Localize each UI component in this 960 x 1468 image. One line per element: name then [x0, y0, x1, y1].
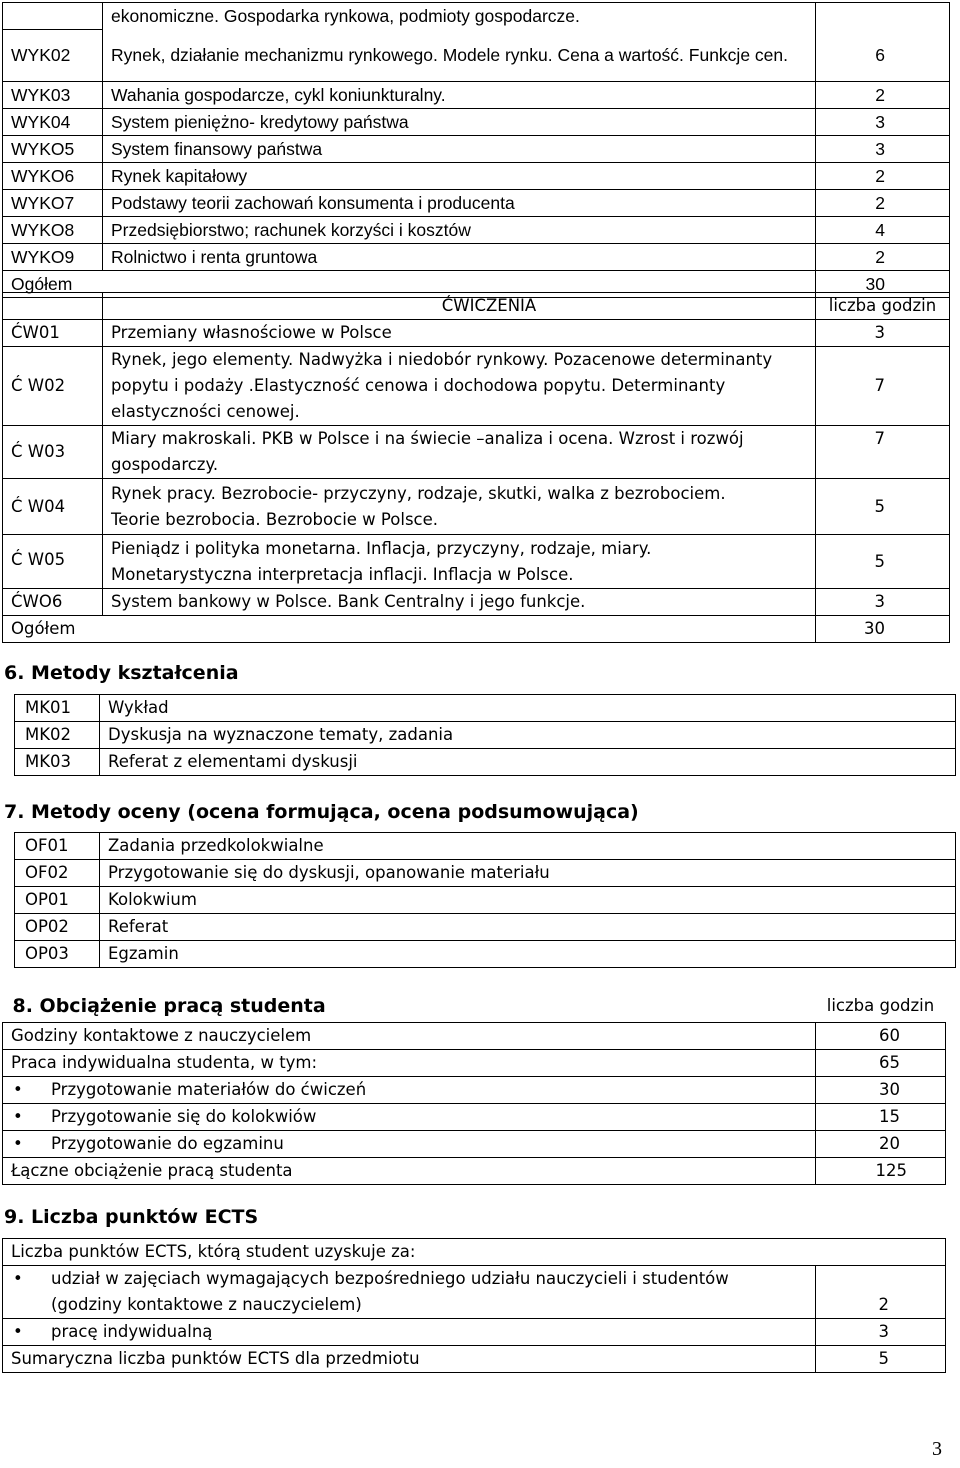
lecture-hours: 2 — [816, 162, 950, 189]
table-row — [3, 293, 950, 320]
ects-intro: Liczba punktów ECTS, którą student uzyskuje za: — [3, 1239, 946, 1266]
workload-value: 65 — [816, 1049, 946, 1076]
workload-value: 60 — [816, 1022, 946, 1049]
lecture-hours: 6 — [816, 29, 950, 81]
lecture-code: WYK04 — [3, 108, 103, 135]
lecture-hours: 3 — [816, 135, 950, 162]
exercise-hours: 5 — [816, 479, 950, 535]
workload-label: Przygotowanie materiałów do ćwiczeń — [51, 1079, 367, 1099]
lecture-topic: System finansowy państwa — [103, 135, 816, 162]
table-row — [3, 216, 950, 243]
table-row — [3, 243, 950, 270]
exercise-hours: 3 — [816, 589, 950, 616]
exercise-code: Ć W05 — [3, 535, 103, 589]
bullet-icon: • — [13, 1269, 23, 1288]
lecture-code — [3, 3, 103, 30]
lecture-topic: Przedsiębiorstwo; rachunek korzyści i kosztów — [103, 216, 816, 243]
table-row — [3, 162, 950, 189]
table-row — [3, 81, 950, 108]
workload-value: 20 — [816, 1130, 946, 1157]
hours-header: liczba godzin — [826, 995, 935, 1015]
lecture-code: WYKO5 — [3, 135, 103, 162]
ects-summary-value: 5 — [816, 1346, 946, 1373]
ects-table — [2, 1238, 946, 1373]
workload-table — [2, 990, 946, 1185]
exercise-total-value: 30 — [816, 616, 950, 643]
table-row — [3, 1266, 946, 1319]
lecture-code: WYKO7 — [3, 189, 103, 216]
assessment-code: OP03 — [15, 941, 100, 968]
ects-value: 2 — [816, 1266, 946, 1319]
table-row — [3, 1157, 946, 1184]
assessment-code: OF02 — [15, 860, 100, 887]
table-row — [3, 1076, 946, 1103]
table-row — [15, 887, 956, 914]
page-number: 3 — [932, 1438, 942, 1460]
bullet-icon: • — [13, 1133, 23, 1153]
assessment-text: Egzamin — [100, 941, 956, 968]
table-row — [15, 695, 956, 722]
assessment-text: Zadania przedkolokwialne — [100, 833, 956, 860]
section-7-title: 7. Metody oceny (ocena formująca, ocena podsumowująca) — [4, 801, 639, 823]
table-row — [3, 535, 950, 589]
table-row — [3, 3, 950, 30]
table-row — [3, 426, 950, 479]
exercise-hours: 3 — [816, 320, 950, 347]
exercise-topic: System bankowy w Polsce. Bank Centralny i jego funkcje. — [103, 589, 816, 616]
lecture-hours: 4 — [816, 216, 950, 243]
exercise-code: Ć W04 — [3, 479, 103, 535]
table-row — [15, 860, 956, 887]
exercise-code: Ć W03 — [3, 426, 103, 479]
exercise-code: ĆW01 — [3, 320, 103, 347]
table-row — [3, 1022, 946, 1049]
table-row — [3, 1319, 946, 1346]
ects-value: 3 — [816, 1319, 946, 1346]
lecture-code: WYKO8 — [3, 216, 103, 243]
method-text: Dyskusja na wyznaczone tematy, zadania — [100, 722, 956, 749]
assessment-text: Referat — [100, 914, 956, 941]
exercise-topic: Pieniądz i polityka monetarna. Inflacja, przyczyny, rodzaje, miary. Monetarystyczna interpretacja inflacji. Inflacja w Polsce. — [103, 535, 816, 589]
table-row — [3, 1049, 946, 1076]
methods-table — [14, 694, 956, 776]
section-6-title: 6. Metody kształcenia — [4, 662, 239, 684]
workload-label: Przygotowanie do egzaminu — [51, 1133, 284, 1153]
table-row — [15, 833, 956, 860]
table-row — [3, 189, 950, 216]
lecture-total-value: 30 — [816, 270, 950, 297]
method-text: Referat z elementami dyskusji — [100, 749, 956, 776]
workload-value: 125 — [816, 1157, 946, 1184]
lecture-code: WYKO6 — [3, 162, 103, 189]
workload-label: Przygotowanie się do kolokwiów — [51, 1106, 317, 1126]
workload-label: Praca indywidualna studenta, w tym: — [3, 1049, 816, 1076]
lecture-topic: System pieniężno- kredytowy państwa — [103, 108, 816, 135]
lecture-hours: 2 — [816, 189, 950, 216]
ects-item: pracę indywidualną — [51, 1322, 213, 1341]
table-row — [3, 347, 950, 426]
exercise-total-label: Ogółem — [3, 616, 816, 643]
lecture-topic: Rolnictwo i renta gruntowa — [103, 243, 816, 270]
exercise-code: Ć W02 — [3, 347, 103, 426]
table-row — [3, 990, 946, 1022]
assessment-code: OF01 — [15, 833, 100, 860]
section-9-title: 9. Liczba punktów ECTS — [4, 1206, 259, 1228]
table-row — [3, 1103, 946, 1130]
lecture-topic: Wahania gospodarcze, cykl koniunkturalny. — [103, 81, 816, 108]
hours-header: liczba godzin — [816, 293, 950, 320]
lecture-hours: 3 — [816, 108, 950, 135]
workload-value: 30 — [816, 1076, 946, 1103]
exercises-table — [2, 292, 950, 643]
lecture-total-label: Ogółem — [3, 270, 816, 297]
method-code: MK01 — [15, 695, 100, 722]
table-row — [3, 589, 950, 616]
table-row — [3, 29, 950, 81]
exercise-hours: 7 — [816, 426, 950, 479]
exercise-hours: 5 — [816, 535, 950, 589]
lecture-topic: ekonomiczne. Gospodarka rynkowa, podmioty gospodarcze. — [103, 3, 816, 30]
table-row — [3, 1130, 946, 1157]
ects-item-line: udział w zajęciach wymagających bezpośredniego udziału nauczycieli i studentów — [51, 1269, 729, 1288]
empty-cell — [3, 293, 103, 320]
assessment-text: Kolokwium — [100, 887, 956, 914]
table-row — [3, 1239, 946, 1266]
lecture-code: WYKO9 — [3, 243, 103, 270]
table-row — [3, 108, 950, 135]
table-row — [3, 135, 950, 162]
table-row — [3, 320, 950, 347]
exercise-topic: Rynek pracy. Bezrobocie- przyczyny, rodzaje, skutki, walka z bezrobociem. Teorie bezrobocia. Bezrobocie w Polsce. — [103, 479, 816, 535]
table-row — [15, 941, 956, 968]
lectures-table — [2, 2, 950, 298]
exercise-topic: Przemiany własnościowe w Polsce — [103, 320, 816, 347]
method-code: MK02 — [15, 722, 100, 749]
section-8-title: 8. Obciążenie pracą studenta — [12, 994, 326, 1017]
workload-label: Godziny kontaktowe z nauczycielem — [3, 1022, 816, 1049]
workload-value: 15 — [816, 1103, 946, 1130]
table-row — [15, 722, 956, 749]
method-code: MK03 — [15, 749, 100, 776]
lecture-topic: Rynek kapitałowy — [103, 162, 816, 189]
assessment-code: OP01 — [15, 887, 100, 914]
lecture-hours: 2 — [816, 81, 950, 108]
exercise-topic: Miary makroskali. PKB w Polsce i na świecie –analiza i ocena. Wzrost i rozwój gospodarczy. — [103, 426, 816, 479]
exercise-code: ĆWO6 — [3, 589, 103, 616]
table-row — [15, 749, 956, 776]
workload-label: Łączne obciążenie pracą studenta — [3, 1157, 816, 1184]
assessment-code: OP02 — [15, 914, 100, 941]
lecture-hours: 2 — [816, 243, 950, 270]
method-text: Wykład — [100, 695, 956, 722]
exercise-hours: 7 — [816, 347, 950, 426]
exercise-topic: Rynek, jego elementy. Nadwyżka i niedobór rynkowy. Pozacenowe determinanty popytu i podaży .Elastyczność cenowa i dochodowa popytu. Determinanty elastyczności cenowej. — [103, 347, 816, 426]
table-row — [15, 914, 956, 941]
lecture-code: WYK03 — [3, 81, 103, 108]
assessment-text: Przygotowanie się do dyskusji, opanowanie materiału — [100, 860, 956, 887]
table-row — [3, 479, 950, 535]
lecture-topic: Rynek, działanie mechanizmu rynkowego. Modele rynku. Cena a wartość. Funkcje cen. — [103, 29, 816, 81]
exercises-header: ĆWICZENIA — [103, 293, 816, 320]
assessment-table — [14, 832, 956, 968]
lecture-code: WYK02 — [3, 29, 103, 81]
lecture-hours — [816, 3, 950, 30]
ects-item-line: (godziny kontaktowe z nauczycielem) — [51, 1295, 362, 1314]
ects-summary-label: Sumaryczna liczba punktów ECTS dla przedmiotu — [3, 1346, 816, 1373]
bullet-icon: • — [13, 1079, 23, 1099]
table-row — [3, 616, 950, 643]
table-row — [3, 1346, 946, 1373]
lecture-topic: Podstawy teorii zachowań konsumenta i producenta — [103, 189, 816, 216]
bullet-icon: • — [13, 1106, 23, 1126]
bullet-icon: • — [13, 1322, 23, 1341]
